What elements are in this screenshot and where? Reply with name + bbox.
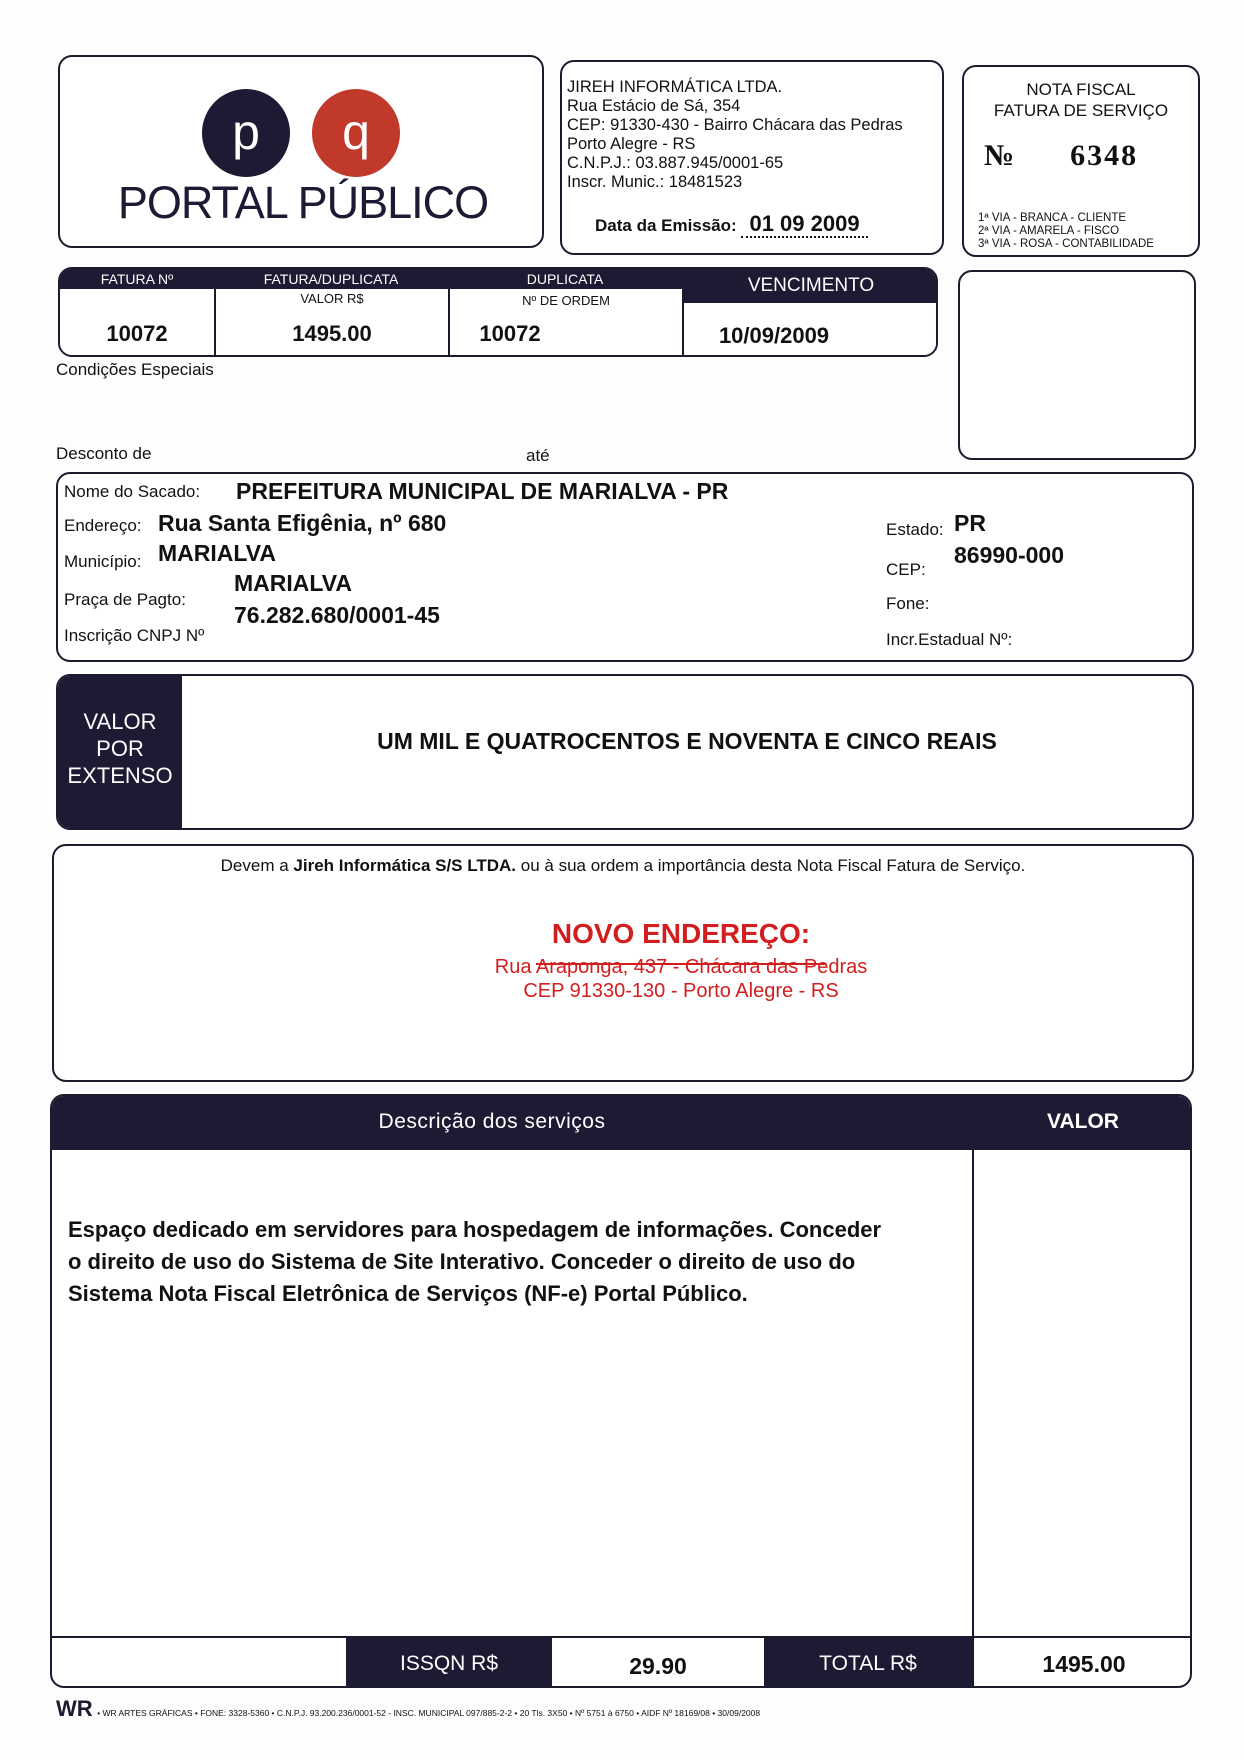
logo-q-letter: q [342,104,370,160]
via-2: 2ª VIA - AMARELA - FISCO [978,225,1120,237]
nota-title-1: NOTA FISCAL [1026,80,1136,99]
estado-value: PR [954,510,986,536]
hdr-fatura: FATURA Nº [60,269,214,289]
emission-label: Data da Emissão: [595,216,737,235]
extenso-label-2: POR [96,736,144,761]
desconto-label: Desconto de [56,444,152,463]
praca-value: MARIALVA [234,570,352,596]
issuer-panel [560,60,944,255]
stamp-area [958,270,1196,460]
via-3: 3ª VIA - ROSA - CONTABILIDADE [978,238,1154,250]
condicoes-especiais: Condições Especiais [56,360,214,379]
services-panel [50,1094,1192,1688]
municipio-label: Município: [64,552,142,571]
nota-title-2: FATURA DE SERVIÇO [993,101,1169,120]
extenso-panel [56,674,1194,830]
fatura-table [58,267,938,357]
issuer-cep: CEP: 91330-430 - Bairro Chácara das Pedras [567,116,903,134]
emission-date: 01 09 2009 [741,211,867,238]
nota-number-symbol: № [984,139,1015,172]
total-label: TOTAL R$ [764,1638,972,1688]
printer-text: • WR ARTES GRÁFICAS • FONE: 3328-5360 • C.N.P.J. 93.200.236/0001-52 - INSC. MUNICIPAL 097/885-2-2 • 20 Tls. 3X50 • Nº 5751 à 6750 • AIDF Nº 18169/08 • 30/09/2008 [97,1708,761,1718]
val-ordem: 10072 [479,321,541,346]
val-vencimento: 10/09/2009 [718,323,830,348]
logo-p-letter: p [232,104,260,160]
ate-label: até [526,446,550,465]
logo-p-icon [202,89,290,177]
nota-panel [962,65,1200,257]
logo-q-icon [312,89,400,177]
issuer-city: Porto Alegre - RS [567,135,696,153]
extenso-label-3: EXTENSO [67,763,173,788]
extenso-value: UM MIL E QUATROCENTOS E NOVENTA E CINCO REAIS [377,728,997,754]
sub-ordem: Nº DE ORDEM [522,293,610,308]
issuer-name: JIREH INFORMÁTICA LTDA. [567,78,783,96]
services-header-desc: Descrição dos serviços [378,1110,606,1133]
stamp-line-1: Rua Araponga, 437 - Chácara das Pedras [494,956,868,978]
endereco-value: Rua Santa Efigênia, nº 680 [158,510,447,536]
service-line-3: Sistema Nota Fiscal Eletrônica de Serviços (NF-e) Portal Público. [68,1281,748,1306]
cep-label: CEP: [886,560,926,579]
devem-company: Jireh Informática S/S LTDA. [293,856,517,875]
endereco-label: Endereço: [64,516,142,535]
issuer-cnpj: C.N.P.J.: 03.887.945/0001-65 [567,154,784,172]
fone-label: Fone: [886,594,930,613]
service-line-2: o direito de uso do Sistema de Site Interativo. Conceder o direito de uso do [68,1249,856,1274]
nota-number: 6348 [1070,139,1139,172]
issuer-street: Rua Estácio de Sá, 354 [567,97,741,115]
nome-value: PREFEITURA MUNICIPAL DE MARIALVA - PR [236,478,729,504]
issqn-value: 29.90 [629,1653,687,1679]
total-value: 1495.00 [1042,1651,1126,1677]
hdr-vencimento: VENCIMENTO [682,269,938,303]
cnpj-label: Inscrição CNPJ Nº [64,626,205,645]
cnpj-value: 76.282.680/0001-45 [234,602,440,628]
brand-name: PORTAL PÚBLICO [117,177,489,228]
extenso-label-1: VALOR [83,709,157,734]
via-1: 1ª VIA - BRANCA - CLIENTE [978,212,1127,224]
sacado-panel [56,472,1194,662]
devem-prefix: Devem a [220,856,294,875]
hdr-duplicata: DUPLICATA [448,269,682,289]
estado-label: Estado: [886,520,944,539]
services-header-valor: VALOR [1047,1110,1119,1133]
stamp-line-2: CEP 91330-130 - Porto Alegre - RS [523,980,839,1002]
printer-footer [56,1696,760,1722]
praca-label: Praça de Pagto: [64,590,186,609]
logo-panel [58,55,544,248]
issuer-inscr: Inscr. Munic.: 18481523 [567,173,743,191]
devem-panel [52,844,1194,1082]
val-fatura: 10072 [106,321,168,346]
devem-suffix: ou à sua ordem a importância desta Nota Fiscal Fatura de Serviço. [516,856,1026,875]
sub-valor: VALOR R$ [300,291,364,306]
issqn-label: ISSQN R$ [346,1638,552,1688]
ie-label: Incr.Estadual Nº: [886,630,1013,649]
stamp-title: NOVO ENDEREÇO: [551,918,811,949]
cep-value: 86990-000 [954,542,1064,568]
nome-label: Nome do Sacado: [64,482,201,501]
municipio-value: MARIALVA [158,540,276,566]
devem-text [54,856,1192,876]
printer-logo: WR [56,1696,93,1721]
service-line-1: Espaço dedicado em servidores para hospedagem de informações. Conceder [68,1217,882,1242]
val-valor: 1495.00 [292,321,372,346]
hdr-fatura-duplicata: FATURA/DUPLICATA [214,269,448,289]
